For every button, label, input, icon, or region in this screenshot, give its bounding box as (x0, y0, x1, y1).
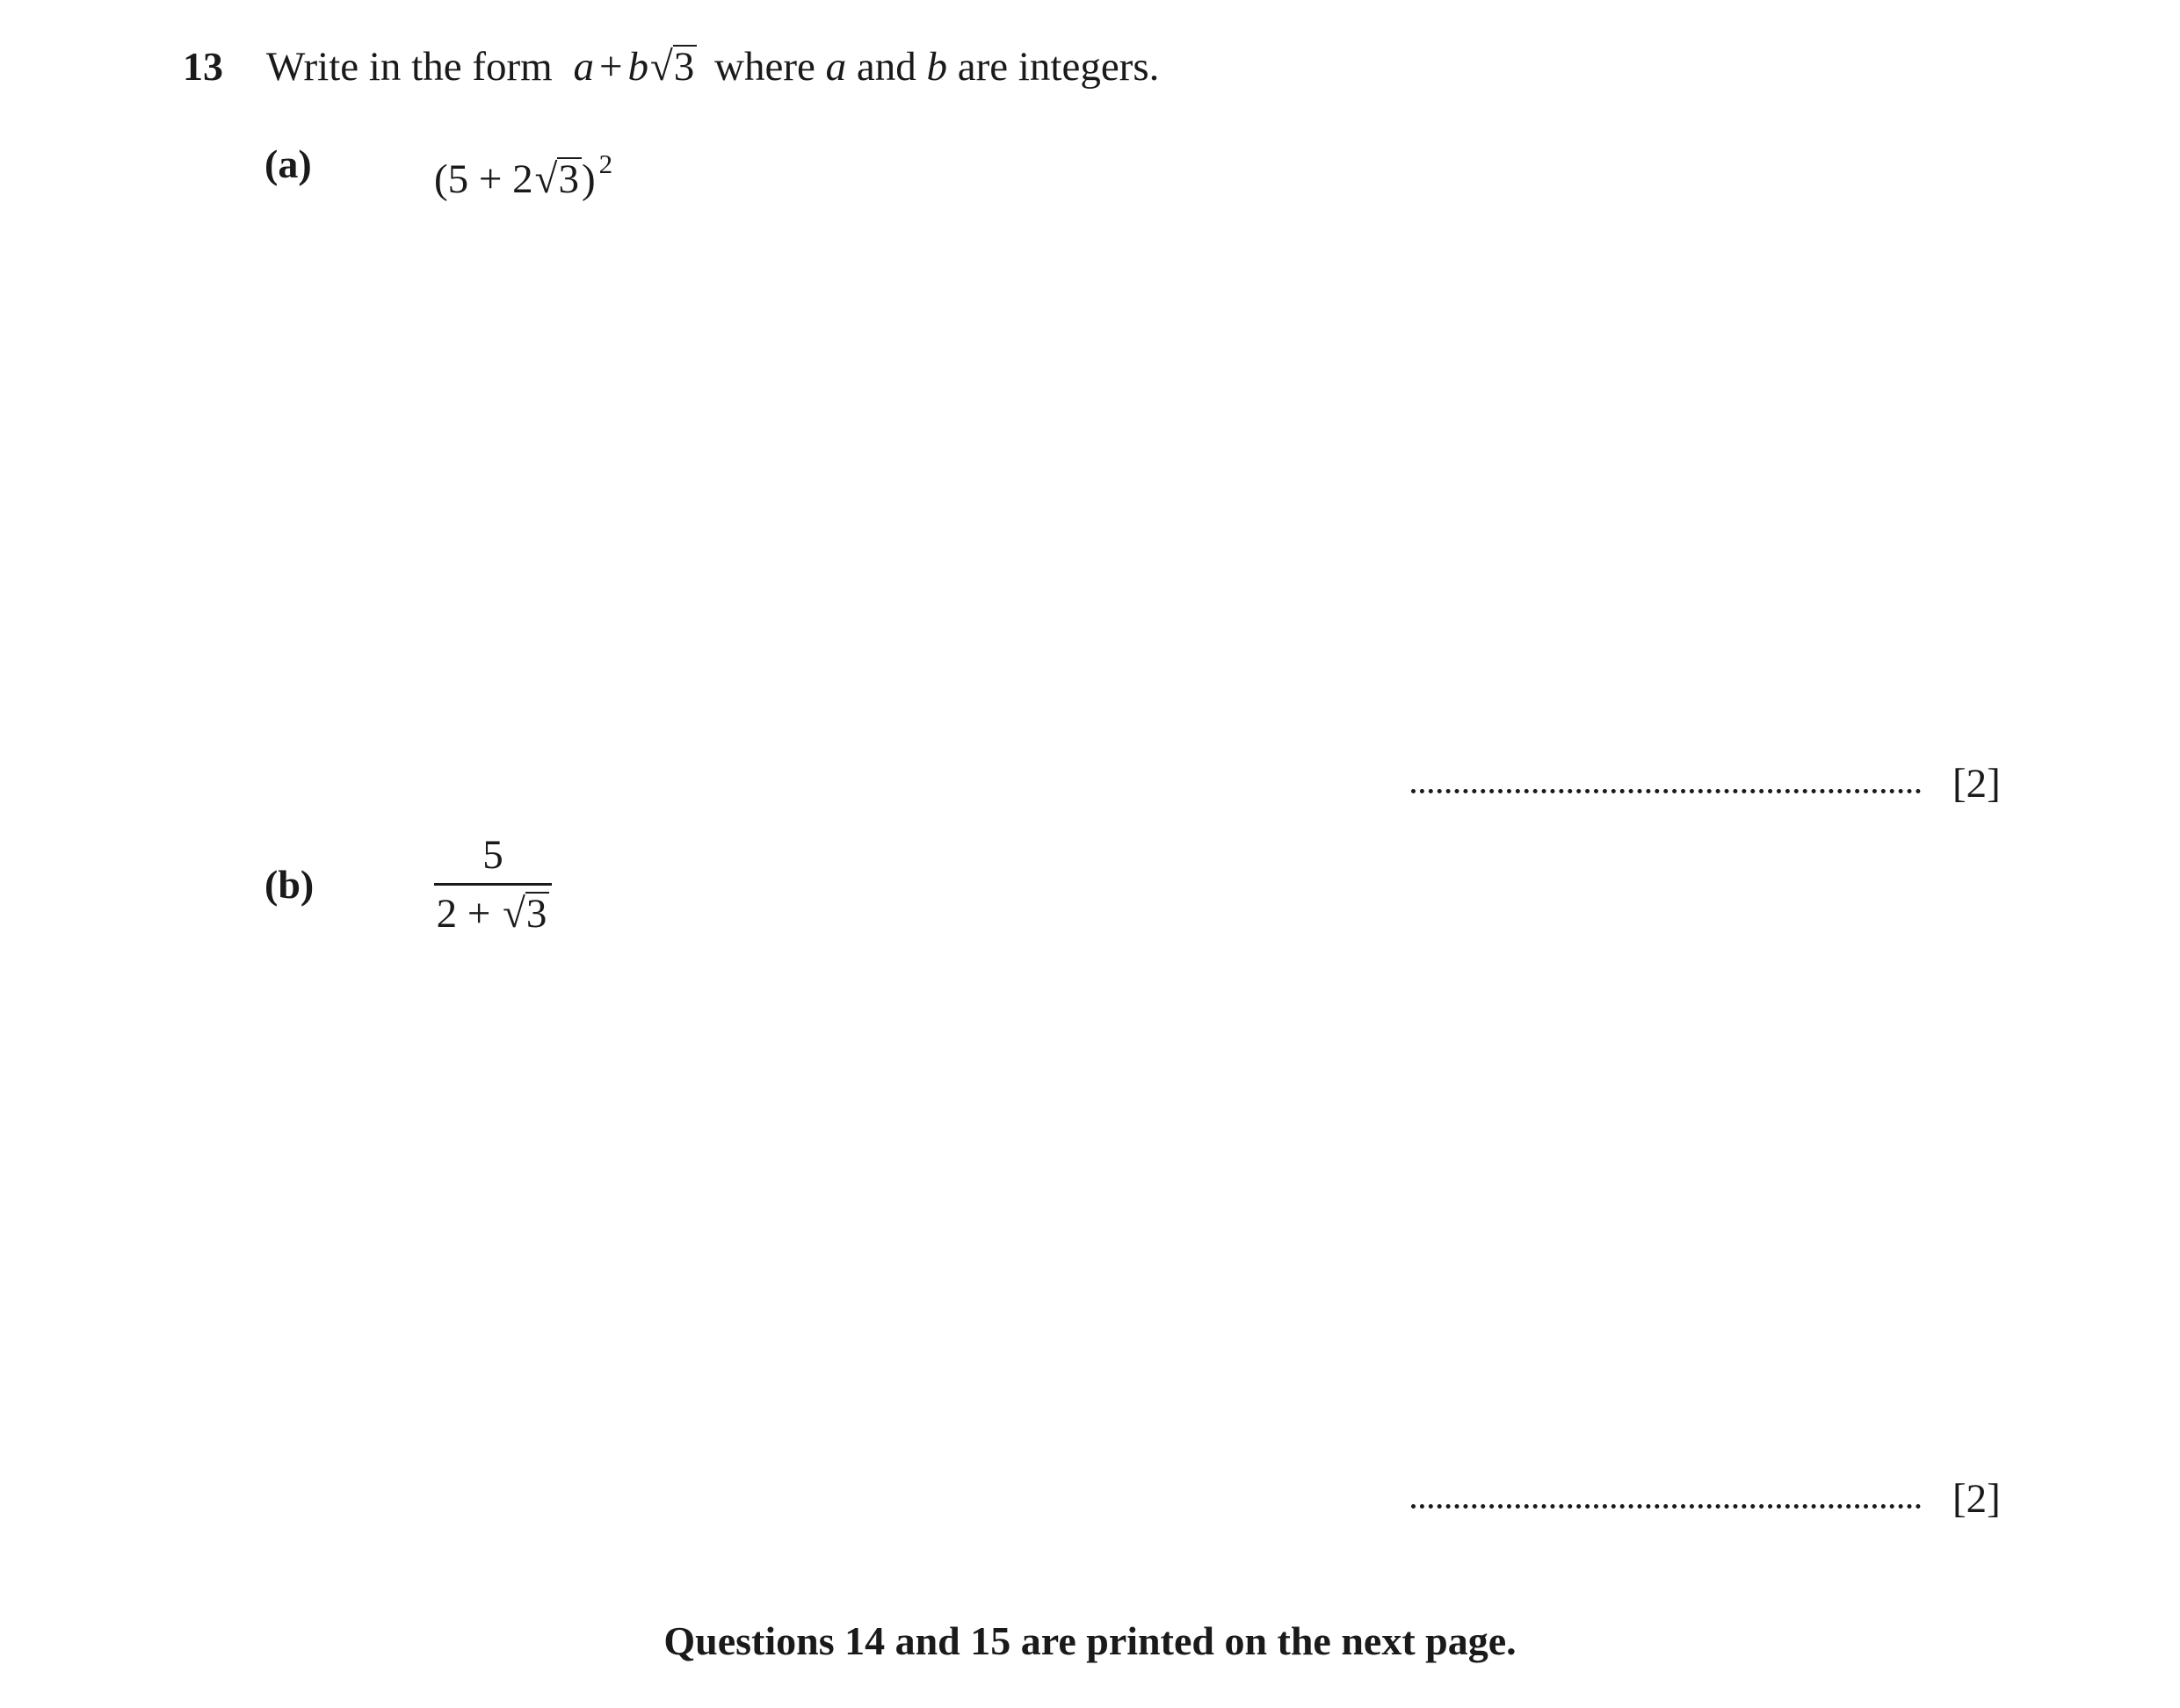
stem-middle: where (714, 44, 815, 90)
part-b-label: (b) (264, 862, 315, 907)
part-a-expression (434, 138, 612, 206)
answer-dots[interactable] (1411, 1499, 1921, 1509)
stem-prefix: Write in the form (266, 44, 553, 90)
footer-note: Questions 14 and 15 are printed on the next page. (663, 1618, 1517, 1663)
form-variable-b: b (627, 44, 648, 90)
part-b-answer-line[interactable] (1411, 1473, 2001, 1525)
fraction-numerator: 5 (482, 832, 503, 878)
stem-variable-b: b (926, 44, 947, 90)
stem-variable-a: a (825, 44, 847, 90)
question-number: 13 (183, 44, 223, 89)
question-stem (266, 40, 1159, 93)
form-radicand: 3 (673, 45, 698, 88)
sqrt-symbol: √ (649, 44, 673, 90)
stem-and: and (856, 44, 916, 90)
form-variable-a: a (573, 44, 594, 90)
part-a-answer-line[interactable] (1411, 757, 2001, 810)
part-a-close: ) (581, 156, 596, 202)
part-a-radicand: 3 (557, 157, 582, 200)
part-b-fraction (434, 830, 552, 938)
answer-dots[interactable] (1411, 784, 1921, 793)
part-a-exponent: 2 (598, 148, 613, 179)
part-a-label: (a) (264, 141, 312, 186)
denominator-prefix: 2 + (436, 890, 502, 937)
denominator-radicand: 3 (525, 892, 550, 935)
part-a-open: (5 + 2 (434, 156, 533, 202)
sqrt-symbol: √ (534, 156, 558, 202)
stem-suffix: are integers. (957, 44, 1160, 90)
form-plus: + (598, 44, 623, 90)
part-a-marks: [2] (1952, 761, 2001, 807)
sqrt-symbol: √ (503, 890, 525, 937)
fraction-denominator (437, 886, 550, 938)
part-b-marks: [2] (1952, 1476, 2001, 1522)
